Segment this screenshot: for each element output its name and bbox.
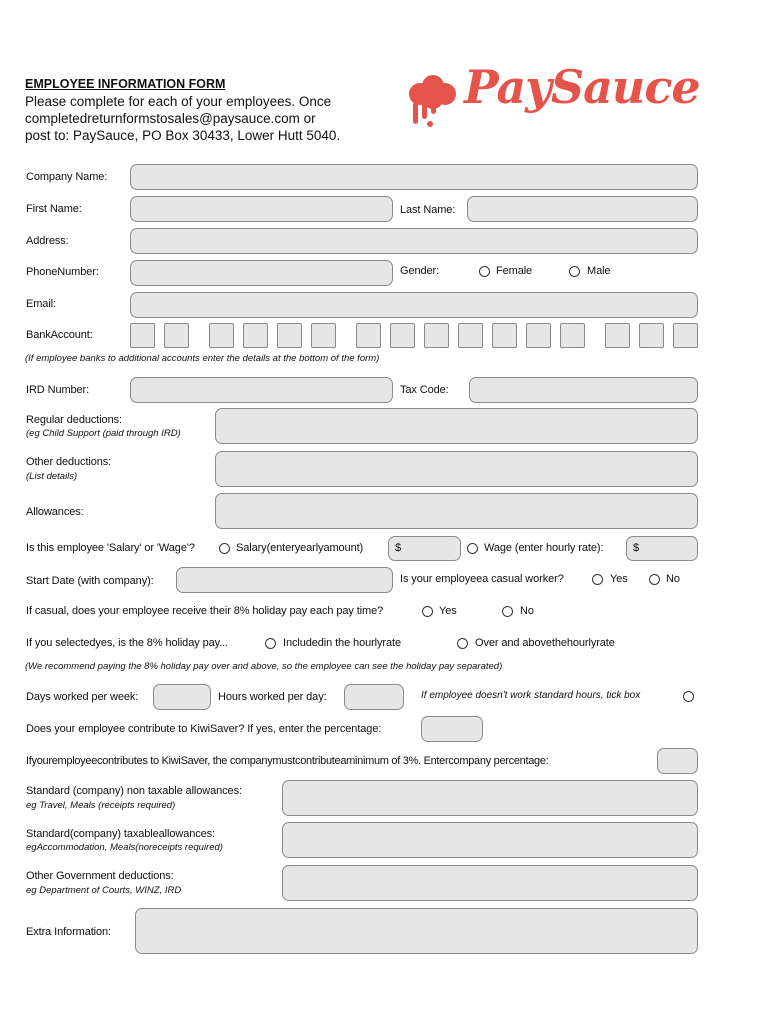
days-worked-label: Days worked per week: [26, 691, 139, 703]
hours-worked-field[interactable] [344, 684, 404, 710]
holiday-pay-no-label: No [520, 605, 534, 617]
ird-number-label: IRD Number: [26, 384, 90, 396]
wage-option-label: Wage (enter hourly rate): [484, 542, 604, 554]
holiday-included-label: Includedin the hourlyrate [283, 637, 401, 649]
holiday-pay-no-radio[interactable] [502, 606, 513, 617]
bank-digit-box[interactable] [424, 323, 449, 348]
salary-option-label: Salary(enteryearlyamount) [236, 542, 364, 554]
kiwisaver-employee-field[interactable] [421, 716, 483, 742]
intro-line-2: completedreturnformstosales@paysauce.com or [25, 111, 316, 126]
govt-deductions-field[interactable] [282, 865, 698, 901]
last-name-label: Last Name: [400, 204, 456, 216]
nontaxable-allowances-note: eg Travel, Meals (receipts required) [26, 800, 176, 811]
allowances-label: Allowances: [26, 506, 84, 518]
wage-rate-field[interactable] [626, 536, 698, 561]
last-name-field[interactable] [467, 196, 698, 222]
other-deductions-label: Other deductions: [26, 456, 112, 468]
holiday-pay-question: If casual, does your employee receive their 8% holiday pay each pay time? [26, 605, 384, 617]
start-date-field[interactable] [176, 567, 393, 593]
nontaxable-allowances-label: Standard (company) non taxable allowances: [26, 785, 242, 797]
bank-digit-box[interactable] [356, 323, 381, 348]
bank-digit-box[interactable] [311, 323, 336, 348]
taxable-allowances-field[interactable] [282, 822, 698, 858]
bank-digit-box[interactable] [526, 323, 551, 348]
regular-deductions-label: Regular deductions: [26, 414, 122, 426]
bank-digit-box[interactable] [492, 323, 517, 348]
govt-deductions-note: eg Department of Courts, WINZ, IRD [26, 885, 182, 896]
other-deductions-note: (List details) [26, 471, 78, 482]
bank-digit-box[interactable] [243, 323, 268, 348]
holiday-pay-yes-label: Yes [439, 605, 457, 617]
bank-note: (If employee banks to additional accounts enter the details at the bottom of the form) [25, 353, 380, 364]
casual-no-radio[interactable] [649, 574, 660, 585]
tax-code-label: Tax Code: [400, 384, 449, 396]
casual-no-label: No [666, 573, 680, 585]
tax-code-field[interactable] [469, 377, 698, 403]
regular-deductions-field[interactable] [215, 408, 698, 444]
gender-female-radio[interactable] [479, 266, 490, 277]
start-date-label: Start Date (with company): [26, 575, 154, 587]
casual-worker-label: Is your employeea casual worker? [400, 573, 564, 585]
nontaxable-allowances-field[interactable] [282, 780, 698, 816]
holiday-pay-yes-radio[interactable] [422, 606, 433, 617]
paysauce-logo-icon [403, 72, 461, 132]
email-label: Email: [26, 298, 56, 310]
extra-information-label: Extra Information: [26, 926, 112, 938]
regular-deductions-note: (eg Child Support (paid through IRD) [26, 428, 181, 439]
taxable-allowances-label: Standard(company) taxableallowances: [26, 828, 216, 840]
kiwisaver-employee-label: Does your employee contribute to KiwiSaver? If yes, enter the percentage: [26, 723, 382, 735]
wage-radio[interactable] [467, 543, 478, 554]
kiwisaver-employer-field[interactable] [657, 748, 698, 774]
casual-yes-label: Yes [610, 573, 628, 585]
salary-or-wage-label: Is this employee 'Salary' or 'Wage'? [26, 542, 195, 554]
allowances-field[interactable] [215, 493, 698, 529]
bank-digit-box[interactable] [605, 323, 630, 348]
currency-symbol: $ [395, 542, 402, 554]
phone-number-label: PhoneNumber: [26, 266, 99, 278]
intro-line-1: Please complete for each of your employees. Once [25, 94, 332, 109]
currency-symbol: $ [633, 542, 640, 554]
form-title: EMPLOYEE INFORMATION FORM [25, 77, 226, 91]
phone-number-field[interactable] [130, 260, 393, 286]
first-name-field[interactable] [130, 196, 393, 222]
holiday-over-above-radio[interactable] [457, 638, 468, 649]
company-name-label: Company Name: [26, 171, 108, 183]
bank-digit-box[interactable] [560, 323, 585, 348]
gender-label: Gender: [400, 265, 440, 277]
govt-deductions-label: Other Government deductions: [26, 870, 174, 882]
address-label: Address: [26, 235, 69, 247]
days-worked-field[interactable] [153, 684, 211, 710]
casual-yes-radio[interactable] [592, 574, 603, 585]
address-field[interactable] [130, 228, 698, 254]
holiday-recommendation-note: (We recommend paying the 8% holiday pay over and above, so the employee can see the holiday pay separated) [25, 661, 503, 672]
other-deductions-field[interactable] [215, 451, 698, 487]
holiday-included-radio[interactable] [265, 638, 276, 649]
bank-digit-box[interactable] [639, 323, 664, 348]
ird-number-field[interactable] [130, 377, 393, 403]
first-name-label: First Name: [26, 203, 82, 215]
gender-female-label: Female [496, 265, 533, 277]
nonstandard-hours-label: If employee doesn't work standard hours, tick box [421, 690, 641, 701]
company-name-field[interactable] [130, 164, 698, 190]
salary-amount-field[interactable] [388, 536, 461, 561]
taxable-allowances-note: egAccommodation, Meals(noreceipts required) [26, 842, 223, 853]
bank-digit-box[interactable] [209, 323, 234, 348]
extra-information-field[interactable] [135, 908, 698, 954]
kiwisaver-employer-label: Ifyouremployeecontributes to KiwiSaver, the companymustcontributeaminimum of 3%. Entercompany percentage: [26, 755, 549, 767]
intro-line-3: post to: PaySauce, PO Box 30433, Lower Hutt 5040. [25, 128, 341, 143]
hours-worked-label: Hours worked per day: [218, 691, 327, 703]
bank-digit-box[interactable] [673, 323, 698, 348]
bank-digit-box[interactable] [164, 323, 189, 348]
bank-digit-box[interactable] [458, 323, 483, 348]
logo-text: PaySauce [464, 60, 700, 114]
gender-male-radio[interactable] [569, 266, 580, 277]
bank-digit-box[interactable] [277, 323, 302, 348]
gender-male-label: Male [587, 265, 611, 277]
salary-radio[interactable] [219, 543, 230, 554]
holiday-pay-selected-label: If you selectedyes, is the 8% holiday pay... [26, 637, 229, 649]
bank-digit-box[interactable] [130, 323, 155, 348]
email-field[interactable] [130, 292, 698, 318]
nonstandard-hours-checkbox[interactable] [683, 691, 694, 702]
bank-digit-box[interactable] [390, 323, 415, 348]
bank-account-label: BankAccount: [26, 329, 93, 341]
holiday-over-above-label: Over and abovethehourlyrate [475, 637, 615, 649]
